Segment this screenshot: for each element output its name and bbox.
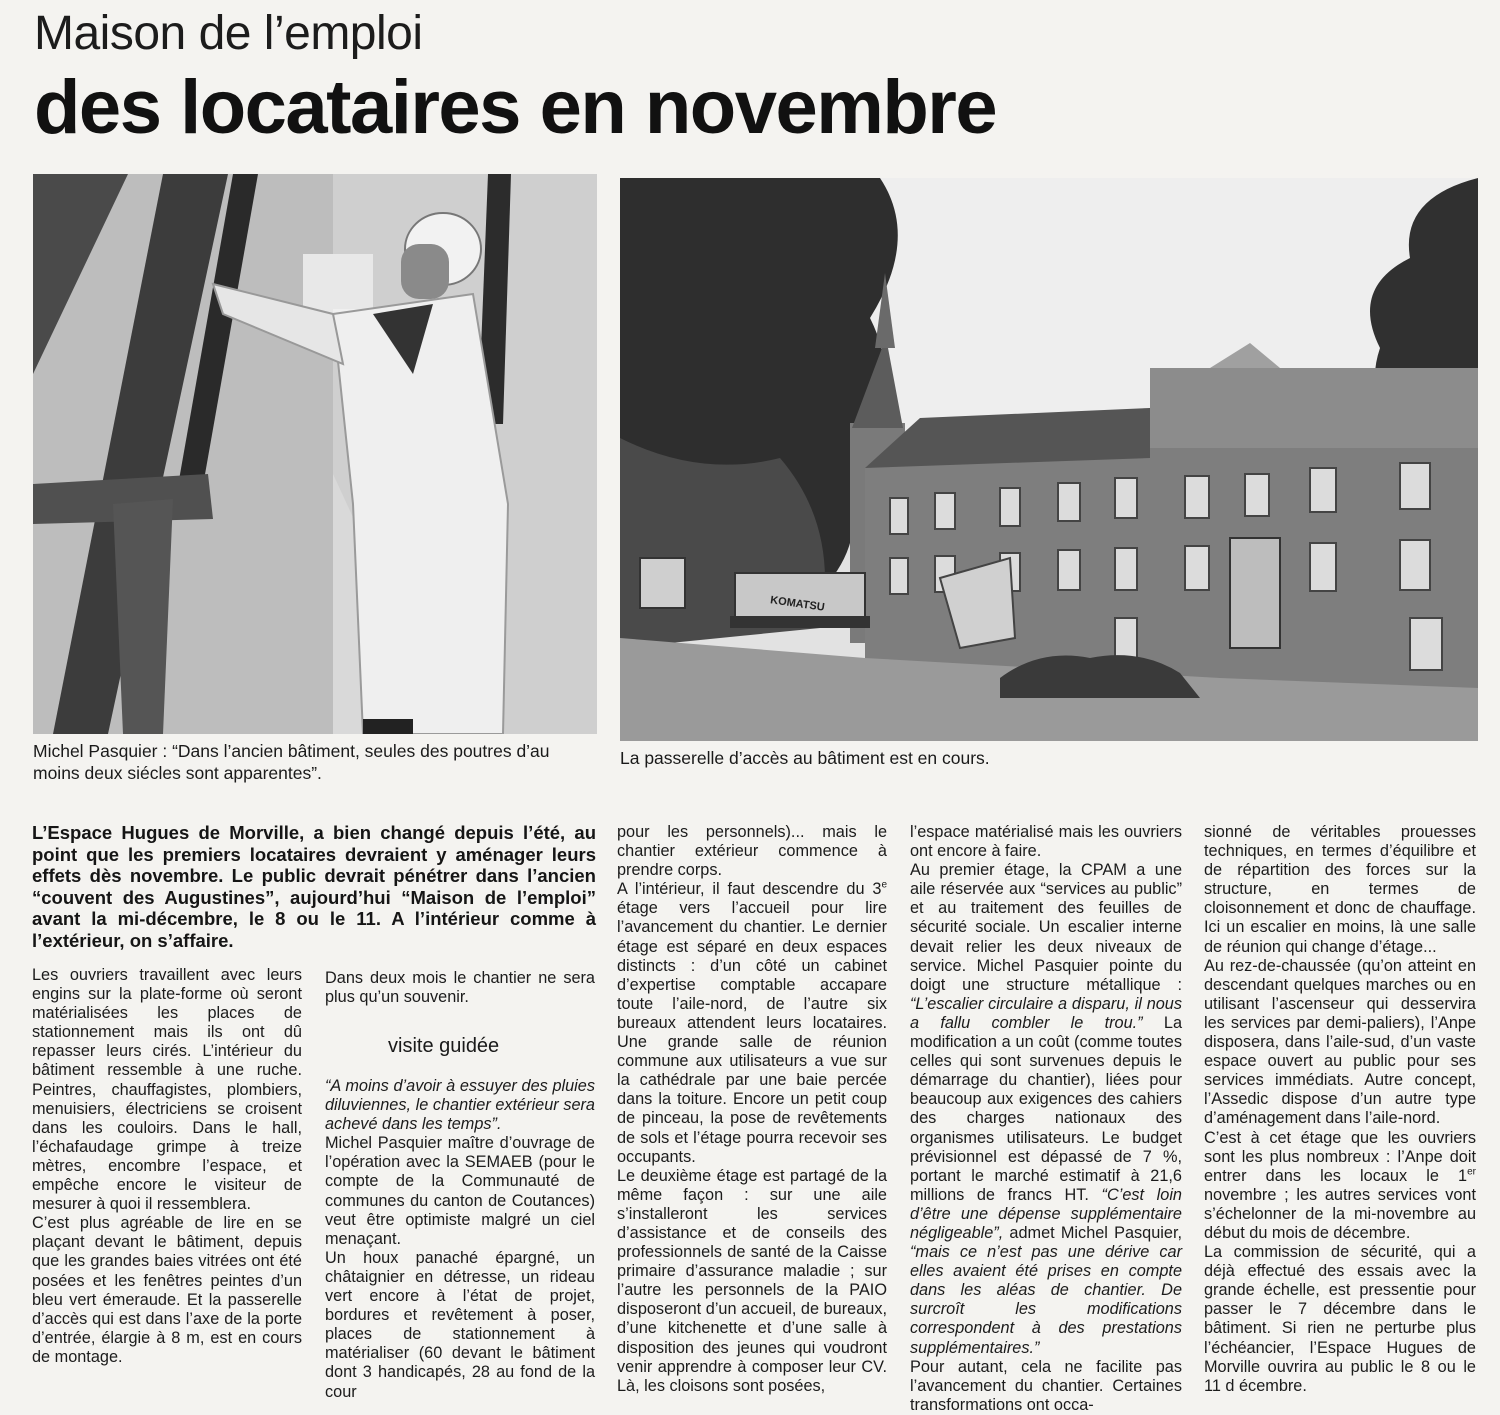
- col3-paragraph: A l’intérieur, il faut descendre du 3e étage vers l’accueil pour lire l’avancement du chantier. Le dernier étage est séparé en deux espaces distincts : d’un côté un cabinet d’expertise comptable accapare toute l’aile-nord, de l’autre six bureaux attendent leurs locataires. Une grande salle de réunion commune aux utilisateurs a vue sur la cathédrale par une baie percée dans la toiture. Encore un petit coup de pinceau, la pose de revêtements de sols et l’étage pourra recevoir ses occupants.: [617, 879, 887, 1166]
- col5-paragraph: sionné de véritables prouesses techniques, en termes d’équilibre et de répartition des forces sur la structure, en termes de cloisonnement et donc de chauffage. Ici un escalier en moins, là une salle de réunion qui change d’étage...: [1204, 823, 1476, 956]
- column-2: [325, 969, 595, 1007]
- column-3: [617, 823, 887, 1396]
- column-4: [910, 823, 1182, 1415]
- col1-paragraph: Les ouvriers travaillent avec leurs engins sur la plate-forme où seront matérialisées les places de stationnement mais ils ont dû repasser leurs cirés. L’intérieur du bâtiment ressemble à une ruche. Peintres, chauffagistes, plombiers, menuisiers, électriciens se croisent dans les couloirs. Dans le hall, l’échafaudage grimpe à treize mètres, encombre l’espace, et empêche encore le visiteur de mesurer à quoi il ressemblera.: [32, 966, 302, 1214]
- col2-paragraph: Michel Pasquier maître d’ouvrage de l’opération avec la SEMAEB (pour le compte de la Communauté de communes du canton de Coutances) veut être optimiste malgré un ciel menaçant.: [325, 1134, 595, 1248]
- column-2-continued: [325, 1077, 595, 1402]
- photo2-caption: La passerelle d’accès au bâtiment est en cours.: [620, 748, 990, 768]
- col4-paragraph: l’espace matérialisé mais les ouvriers ont encore à faire.: [910, 823, 1182, 861]
- section-subhead: visite guidée: [388, 1035, 500, 1057]
- photo-worker-beams: [33, 174, 597, 734]
- col2-paragraph: Dans deux mois le chantier ne sera plus qu’un souvenir.: [325, 969, 595, 1007]
- col2-quote: “A moins d’avoir à essuyer des pluies diluviennes, le chantier extérieur sera achevé dans les temps”.: [325, 1077, 595, 1134]
- excavator-brand-label: KOMATSU: [769, 594, 826, 614]
- photo-building-site: [620, 178, 1478, 741]
- col4-paragraph: Pour autant, cela ne facilite pas l’avancement du chantier. Certaines transformations ont occa-: [910, 1357, 1182, 1414]
- column-5: [1204, 823, 1476, 1396]
- col5-paragraph: La commission de sécurité, qui a déjà effectué des essais avec la grande échelle, est pressentie pour passer le 7 décembre dans le bâtiment. Si rien ne perturbe plus l’échéancier, l’Espace Hugues de Morville ouvrira au public le 8 ou le 11 d écembre.: [1204, 1243, 1476, 1395]
- col3-paragraph: Le deuxième étage est partagé de la même façon : sur une aile s’installeront les services d’assistance et de conseils des professionnels de santé de la Caisse primaire d’assurance maladie ; sur l’autre les personnels de la PAIO disposeront d’un accueil, de bureaux, d’une kitchenette et d’une salle à disposition des jeunes qui voudront venir apprendre à composer leur CV. Là, les cloisons sont posées,: [617, 1166, 887, 1395]
- article-lead: L’Espace Hugues de Morville, a bien changé depuis l’été, au point que les premiers locataires devraient y aménager leurs effets dès novembre. Le public devrait pénétrer dans l’ancien “couvent des Augustines”, aujourd’hui “Maison de l’emploi” avant la mi-décembre, le 8 ou le 11. A l’intérieur comme à l’extérieur, on s’affaire.: [32, 822, 596, 951]
- column-1: [32, 966, 302, 1367]
- article-kicker: Maison de l’emploi: [34, 7, 423, 60]
- photo1-caption: Michel Pasquier : “Dans l’ancien bâtiment, seules des poutres d’au moins deux siécles sont apparentes”.: [33, 741, 550, 783]
- col2-paragraph: Un houx panaché épargné, un châtaignier en détresse, un rideau vert encore à l’état de projet, bordures et revêtement à poser, places de stationnement à matérialiser (60 devant le bâtiment dont 3 handicapés, 28 au fond de la cour: [325, 1248, 595, 1401]
- col5-paragraph: Au rez-de-chaussée (qu’on atteint en descendant quelques marches ou en utilisant l’ascenseur qui desservira les services par demi-paliers), l’Anpe disposera, dans l’aile-sud, d’un vaste espace ouvert au public pour ses services immédiats. Autre concept, l’Assedic dispose d’un autre type d’aménagement dans l’aile-nord.: [1204, 956, 1476, 1128]
- col1-paragraph: C’est plus agréable de lire en se plaçant devant le bâtiment, depuis que les grandes baies vitrées ont été posées et les fenêtres peintes d’un bleu vert émeraude. Et la passerelle d’accès qui est dans l’axe de la porte d’entrée, élargie à 8 m, est en cours de montage.: [32, 1214, 302, 1366]
- col4-paragraph: Au premier étage, la CPAM a une aile réservée aux “services au public” et au traitement des feuilles de sécurité sociale. Un escalier interne devait relier les deux niveaux de service. Michel Pasquier pointe du doigt une structure métallique : “L’escalier circulaire a disparu, il nous a fallu combler le trou.” La modification a un coût (comme toutes celles qui sont survenues depuis le démarrage du chantier), liées pour beaucoup aux exigences des cahiers des charges nationaux des organismes utilisateurs. Le budget prévisionnel est dépassé de 7 %, portant le marché estimatif à 21,6 millions de francs HT. “C’est loin d’être une dépense supplémentaire négligeable”, admet Michel Pasquier, “mais ce n’est pas une dérive car elles avaient été prises en compte dans les aléas de chantier. De surcroît les modifications correspondent à des prestations supplémentaires.”: [910, 861, 1182, 1357]
- article-headline: des locataires en novembre: [34, 65, 997, 150]
- col5-paragraph: C’est à cet étage que les ouvriers sont les plus nombreux : l’Anpe doit entrer dans les locaux le 1er novembre ; les autres services vont s’échelonner de la mi-novembre au début du mois de décembre.: [1204, 1128, 1476, 1242]
- col3-paragraph: pour les personnels)... mais le chantier extérieur commence à prendre corps.: [617, 823, 887, 880]
